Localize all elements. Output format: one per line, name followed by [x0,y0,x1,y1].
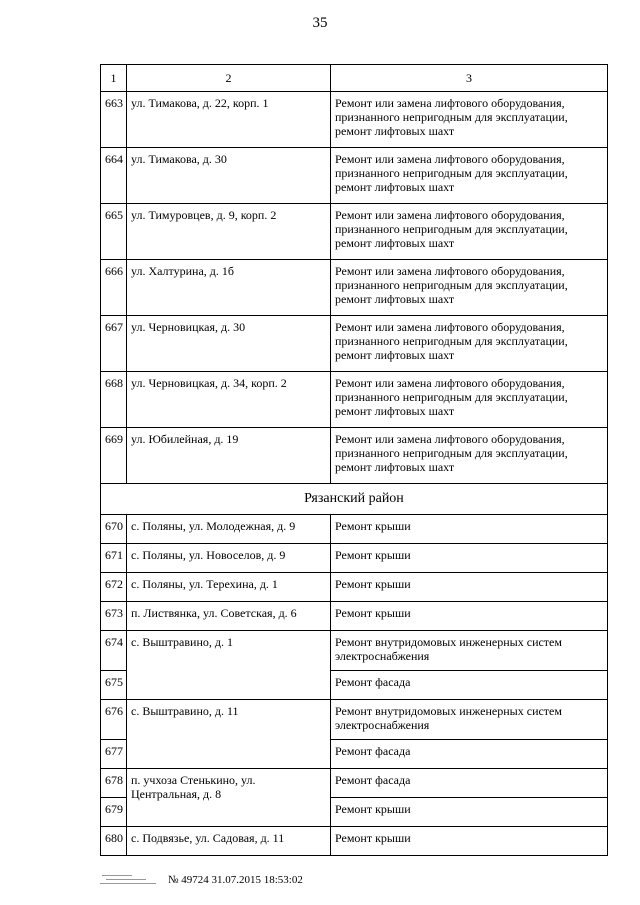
row-work: Ремонт или замена лифтового оборудования, признанного непригодным для эксплуатации, ремонт лифтовых шахт [331,148,608,204]
table-row [101,544,608,573]
row-number: 668 [101,372,127,428]
row-address: ул. Халтурина, д. 1б [127,260,331,316]
header-col-2: 2 [127,65,331,92]
table-row [101,700,608,740]
row-address: с. Выштравино, д. 1 [127,631,331,700]
row-work: Ремонт фасада [331,671,608,700]
row-work: Ремонт или замена лифтового оборудования, признанного непригодным для эксплуатации, ремонт лифтовых шахт [331,204,608,260]
row-work: Ремонт или замена лифтового оборудования, признанного непригодным для эксплуатации, ремонт лифтовых шахт [331,372,608,428]
row-number: 677 [101,740,127,769]
row-work: Ремонт крыши [331,602,608,631]
row-number: 670 [101,515,127,544]
row-work: Ремонт крыши [331,827,608,856]
header-col-3: 3 [331,65,608,92]
row-address: ул. Юбилейная, д. 19 [127,428,331,484]
page-number: 35 [312,15,328,31]
row-address: с. Подвязье, ул. Садовая, д. 11 [127,827,331,856]
table-row [101,428,608,484]
table-row [101,573,608,602]
row-address: ул. Тимакова, д. 22, корп. 1 [127,92,331,148]
row-number: 675 [101,671,127,700]
row-work: Ремонт крыши [331,573,608,602]
row-address: п. Листвянка, ул. Советская, д. 6 [127,602,331,631]
row-number: 669 [101,428,127,484]
row-number: 680 [101,827,127,856]
row-work: Ремонт фасада [331,769,608,798]
row-address: с. Поляны, ул. Терехина, д. 1 [127,573,331,602]
table-row [101,92,608,148]
table-header-row [101,65,608,92]
row-address: с. Поляны, ул. Новоселов, д. 9 [127,544,331,573]
row-address: с. Поляны, ул. Молодежная, д. 9 [127,515,331,544]
row-number: 676 [101,700,127,740]
row-work: Ремонт или замена лифтового оборудования, признанного непригодным для эксплуатации, ремонт лифтовых шахт [331,428,608,484]
row-work: Ремонт или замена лифтового оборудования, признанного непригодным для эксплуатации, ремонт лифтовых шахт [331,260,608,316]
row-work: Ремонт или замена лифтового оборудования, признанного непригодным для эксплуатации, ремонт лифтовых шахт [331,316,608,372]
row-number: 663 [101,92,127,148]
row-number: 666 [101,260,127,316]
row-number: 671 [101,544,127,573]
table-row [101,204,608,260]
document-stamp [100,873,303,887]
district-name: Рязанский район [101,484,608,515]
table-row [101,148,608,204]
row-address: ул. Тимуровцев, д. 9, корп. 2 [127,204,331,260]
row-work: Ремонт крыши [331,544,608,573]
works-table-body [101,65,608,856]
row-address: с. Выштравино, д. 11 [127,700,331,769]
stamp-text: № 49724 31.07.2015 18:53:02 [168,874,303,886]
row-address: п. учхоза Стенькино, ул. Центральная, д. 8 [127,769,331,827]
table-row [101,316,608,372]
row-work: Ремонт внутридомовых инженерных систем электроснабжения [331,631,608,671]
row-address: ул. Черновицкая, д. 34, корп. 2 [127,372,331,428]
row-work: Ремонт крыши [331,515,608,544]
row-work: Ремонт фасада [331,740,608,769]
table-row [101,602,608,631]
district-row [101,484,608,515]
table-row [101,515,608,544]
row-work: Ремонт внутридомовых инженерных систем электроснабжения [331,700,608,740]
row-address: ул. Тимакова, д. 30 [127,148,331,204]
row-work: Ремонт или замена лифтового оборудования, признанного непригодным для эксплуатации, ремонт лифтовых шахт [331,92,608,148]
row-number: 678 [101,769,127,798]
row-number: 667 [101,316,127,372]
row-number: 664 [101,148,127,204]
works-table [100,64,608,856]
table-row [101,769,608,798]
table-row [101,260,608,316]
barcode-mark-icon [100,873,164,887]
row-number: 665 [101,204,127,260]
row-work: Ремонт крыши [331,798,608,827]
table-row [101,827,608,856]
row-number: 673 [101,602,127,631]
row-number: 679 [101,798,127,827]
row-number: 672 [101,573,127,602]
table-row [101,372,608,428]
table-row [101,631,608,671]
row-address: ул. Черновицкая, д. 30 [127,316,331,372]
header-col-1: 1 [101,65,127,92]
row-number: 674 [101,631,127,671]
